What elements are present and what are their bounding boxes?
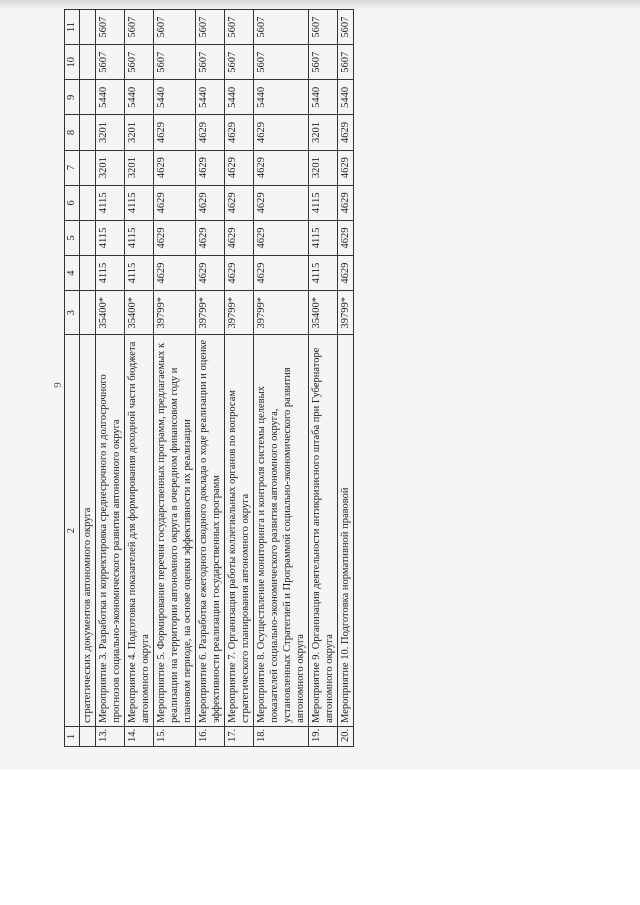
value-cell: 5607 (154, 10, 196, 45)
value-cell: 35400* (96, 291, 125, 335)
value-cell: 39799* (338, 291, 354, 335)
value-cell: 4629 (225, 185, 254, 220)
row-description: стратегических документов автономного округа (80, 335, 96, 727)
row-description: Мероприятие 3. Разработка и корректировка среднесрочного и долгосрочного прогнозов социально-экономического развития автономного округа (96, 335, 125, 727)
value-cell: 4629 (254, 185, 309, 220)
value-cell: 5607 (254, 45, 309, 80)
value-cell: 5440 (196, 80, 225, 115)
column-header: 10 (65, 45, 80, 80)
data-table (64, 9, 354, 747)
value-cell (80, 150, 96, 185)
value-cell: 3201 (309, 115, 338, 150)
value-cell: 5440 (154, 80, 196, 115)
value-cell: 5607 (154, 45, 196, 80)
value-cell: 4629 (154, 185, 196, 220)
value-cell: 4629 (338, 256, 354, 291)
value-cell (80, 10, 96, 45)
value-cell: 4629 (225, 220, 254, 255)
value-cell: 4629 (338, 150, 354, 185)
table-body (80, 10, 354, 747)
table-row (154, 10, 196, 747)
column-header: 3 (65, 291, 80, 335)
value-cell: 4115 (309, 220, 338, 255)
value-cell: 5607 (338, 45, 354, 80)
row-number: 14. (125, 726, 154, 746)
column-header: 7 (65, 150, 80, 185)
row-number: 18. (254, 726, 309, 746)
column-header: 9 (65, 80, 80, 115)
value-cell (80, 291, 96, 335)
value-cell: 5607 (309, 10, 338, 45)
table-row (196, 10, 225, 747)
value-cell: 5607 (338, 10, 354, 45)
row-description: Мероприятие 6. Разработка ежегодного сводного доклада о ходе реализации и оценке эффективности реализации государственных программ (196, 335, 225, 727)
rotated-content (50, 15, 590, 755)
value-cell: 5607 (225, 10, 254, 45)
value-cell: 4629 (225, 256, 254, 291)
value-cell: 4629 (154, 115, 196, 150)
table-row (225, 10, 254, 747)
value-cell: 4629 (225, 150, 254, 185)
row-number: 17. (225, 726, 254, 746)
column-header: 11 (65, 10, 80, 45)
value-cell: 5607 (96, 45, 125, 80)
value-cell: 4629 (338, 185, 354, 220)
table-row (309, 10, 338, 747)
value-cell (80, 80, 96, 115)
value-cell: 4115 (96, 256, 125, 291)
value-cell: 4629 (196, 220, 225, 255)
value-cell: 4629 (254, 150, 309, 185)
column-header: 6 (65, 185, 80, 220)
value-cell (80, 45, 96, 80)
value-cell: 4115 (125, 185, 154, 220)
value-cell: 4115 (96, 220, 125, 255)
value-cell: 4629 (254, 220, 309, 255)
column-header: 8 (65, 115, 80, 150)
row-description: Мероприятие 8. Осуществление мониторинга и контроля системы целевых показателей социально-экономического развития автономного округа, установленных Стратегией и Программой социально-экономического развития автономного округа (254, 335, 309, 727)
table-row (338, 10, 354, 747)
value-cell: 4629 (338, 220, 354, 255)
column-header: 2 (65, 335, 80, 727)
value-cell: 35400* (125, 291, 154, 335)
value-cell: 4629 (154, 150, 196, 185)
value-cell: 4629 (225, 115, 254, 150)
value-cell: 4629 (154, 220, 196, 255)
row-description: Мероприятие 7. Организация работы коллегиальных органов по вопросам стратегического планирования автономного округа (225, 335, 254, 727)
value-cell (80, 256, 96, 291)
value-cell: 39799* (225, 291, 254, 335)
value-cell: 3201 (96, 115, 125, 150)
value-cell: 35400* (309, 291, 338, 335)
value-cell: 5440 (254, 80, 309, 115)
value-cell: 4629 (254, 115, 309, 150)
value-cell: 5607 (125, 45, 154, 80)
value-cell: 4115 (125, 220, 154, 255)
row-number (80, 726, 96, 746)
value-cell: 5440 (338, 80, 354, 115)
row-number: 13. (96, 726, 125, 746)
value-cell: 4629 (196, 256, 225, 291)
value-cell: 5607 (309, 45, 338, 80)
value-cell (80, 185, 96, 220)
value-cell: 5607 (96, 10, 125, 45)
value-cell: 3201 (96, 150, 125, 185)
row-description: Мероприятие 4. Подготовка показателей для формирования доходной части бюджета автономного округа (125, 335, 154, 727)
value-cell: 5607 (254, 10, 309, 45)
row-number: 20. (338, 726, 354, 746)
row-description: Мероприятие 10. Подготовка нормативной правовой (338, 335, 354, 727)
value-cell (80, 115, 96, 150)
value-cell: 4629 (196, 185, 225, 220)
value-cell: 4629 (338, 115, 354, 150)
page-number: 9 (52, 382, 64, 388)
value-cell: 5607 (125, 10, 154, 45)
value-cell: 4629 (254, 256, 309, 291)
value-cell: 4115 (96, 185, 125, 220)
table-row (254, 10, 309, 747)
table-row (125, 10, 154, 747)
row-description: Мероприятие 5. Формирование перечня государственных программ, предлагаемых к реализации на территории автономного округа в очередном финансовом году и плановом периоде, на основе оценки эффективности их реализации (154, 335, 196, 727)
value-cell: 4115 (125, 256, 154, 291)
value-cell: 3201 (125, 115, 154, 150)
value-cell: 5607 (196, 45, 225, 80)
value-cell: 5440 (125, 80, 154, 115)
value-cell: 5607 (196, 10, 225, 45)
row-number: 19. (309, 726, 338, 746)
table-row (80, 10, 96, 747)
value-cell: 4115 (309, 256, 338, 291)
value-cell: 5440 (225, 80, 254, 115)
value-cell (80, 220, 96, 255)
value-cell: 3201 (125, 150, 154, 185)
value-cell: 39799* (154, 291, 196, 335)
table-header-row (65, 10, 80, 747)
value-cell: 3201 (309, 150, 338, 185)
value-cell: 5440 (309, 80, 338, 115)
row-number: 16. (196, 726, 225, 746)
column-header: 4 (65, 256, 80, 291)
value-cell: 5607 (225, 45, 254, 80)
page-edge-shadow (0, 0, 640, 8)
table-row (96, 10, 125, 747)
value-cell: 39799* (254, 291, 309, 335)
value-cell: 5440 (96, 80, 125, 115)
value-cell: 4629 (154, 256, 196, 291)
value-cell: 4115 (309, 185, 338, 220)
row-number: 15. (154, 726, 196, 746)
value-cell: 4629 (196, 150, 225, 185)
column-header: 5 (65, 220, 80, 255)
row-description: Мероприятие 9. Организация деятельности антикризисного штаба при Губернаторе автономного округа (309, 335, 338, 727)
column-header: 1 (65, 726, 80, 746)
value-cell: 39799* (196, 291, 225, 335)
value-cell: 4629 (196, 115, 225, 150)
